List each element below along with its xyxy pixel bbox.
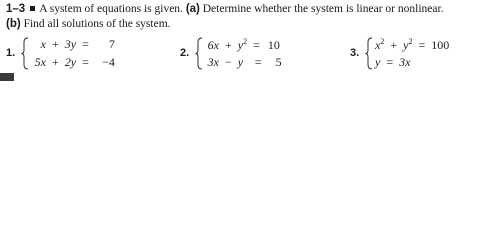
- equation-2: [205, 55, 282, 70]
- equals: =: [386, 55, 394, 69]
- part-a-label: (a): [185, 3, 200, 15]
- exercise-instructions: [6, 2, 482, 30]
- term: y: [375, 55, 381, 69]
- operator: −: [225, 55, 232, 69]
- term: y: [403, 38, 409, 52]
- exponent: 2: [243, 37, 248, 46]
- term: x: [375, 38, 381, 52]
- bullet-icon: [30, 6, 35, 11]
- constant: 10: [267, 38, 280, 52]
- problem-number: 2.: [180, 47, 190, 59]
- left-brace-icon: [21, 37, 29, 70]
- term: 5x: [34, 55, 46, 69]
- operator: +: [390, 38, 398, 52]
- operator: +: [225, 38, 232, 52]
- part-b-text: Find all solutions of the system.: [23, 18, 171, 30]
- problem-number: 1.: [6, 47, 16, 59]
- operator: +: [52, 37, 59, 51]
- equation-2: [375, 55, 410, 70]
- operator: +: [52, 55, 59, 69]
- exponent: 2: [380, 37, 385, 46]
- term: x: [40, 37, 46, 51]
- problem-1: [6, 36, 126, 76]
- equals: =: [253, 38, 260, 52]
- left-brace-icon: [365, 37, 373, 70]
- equation-1: [33, 37, 115, 52]
- equation-1: [205, 37, 280, 53]
- constant: 7: [108, 37, 115, 51]
- term: y: [237, 38, 244, 52]
- exercise-range: 1–3: [6, 3, 26, 15]
- equals: =: [418, 38, 426, 52]
- equals: =: [82, 55, 89, 69]
- term: 3x: [207, 55, 219, 69]
- term: 3x: [399, 55, 411, 69]
- term: 2y: [64, 55, 77, 69]
- page-corner-mark: [0, 73, 14, 81]
- equals: =: [82, 37, 89, 51]
- term: 3y: [64, 37, 77, 51]
- term: 6x: [207, 38, 219, 52]
- equation-1: [375, 37, 449, 53]
- constant: 5: [275, 55, 282, 69]
- instruction-text: A system of equations is given.: [39, 3, 183, 15]
- constant: 100: [431, 38, 450, 52]
- left-brace-icon: [195, 37, 203, 70]
- constant: −4: [102, 55, 115, 69]
- part-a-text: Determine whether the system is linear or nonlinear.: [202, 3, 444, 15]
- problem-3: [350, 36, 480, 76]
- equals: =: [254, 55, 262, 69]
- term: y: [237, 55, 244, 69]
- part-b-label: (b): [6, 18, 21, 30]
- exponent: 2: [408, 37, 413, 46]
- problem-2: [180, 36, 300, 76]
- instruction-line-2: [6, 17, 171, 31]
- equation-2: [33, 55, 115, 70]
- problem-number: 3.: [350, 47, 360, 59]
